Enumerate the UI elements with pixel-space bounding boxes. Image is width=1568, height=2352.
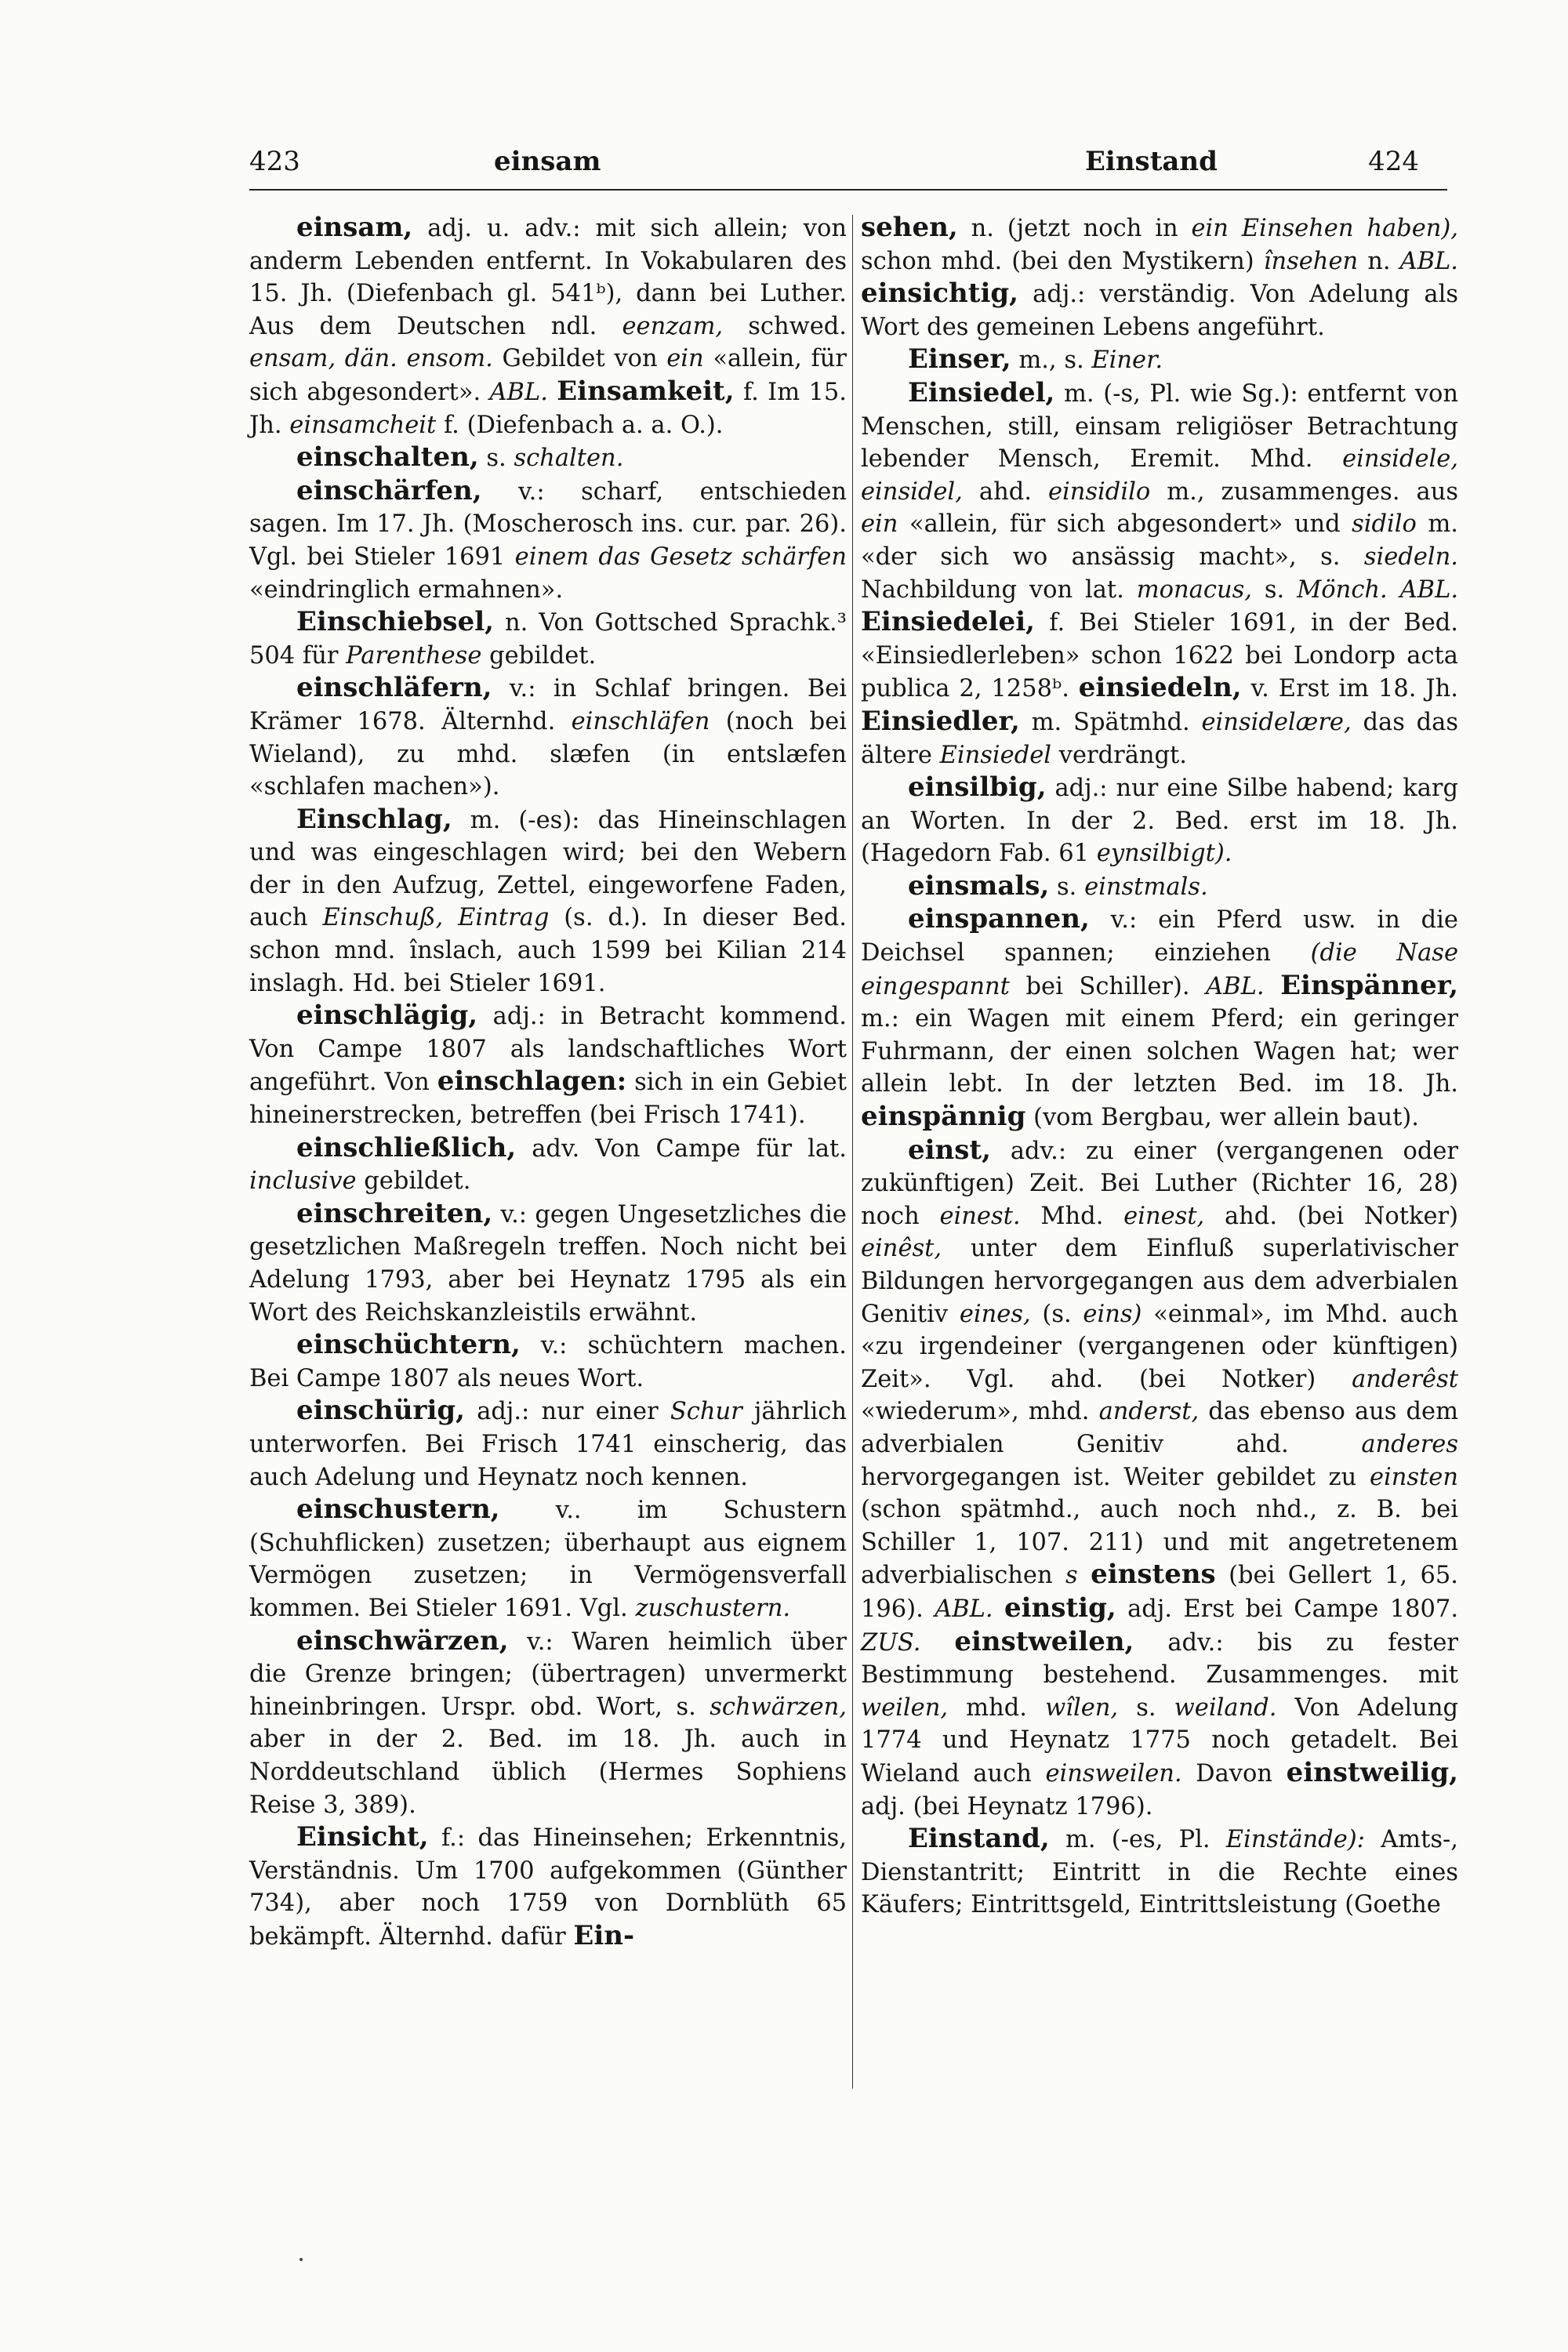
- abl-label: ABL.: [1399, 247, 1458, 275]
- abl-label: ABL.: [1206, 972, 1265, 1000]
- text: Von Adelung 1774 und Heynatz 1775 noch getadelt. Bei Wieland auch: [861, 1693, 1458, 1788]
- entry-einsehen-cont: [861, 212, 1458, 343]
- text: bei Schiller).: [1025, 972, 1190, 1000]
- italic-text: einsweilen.: [1045, 1759, 1182, 1788]
- text: in Betracht kommend. Von Campe 1807 als landschaftliches Wort angeführt. Von: [249, 1003, 847, 1097]
- text: adv.: zu einer (vergangenen oder zukünftigen) Zeit. Bei Luther (Richter 16, 28) noch: [861, 1137, 1458, 1230]
- text: Von Gottsched Sprachk.³ 504 für: [249, 609, 847, 670]
- pos: v.:: [500, 1200, 528, 1229]
- text: das Hineinschlagen und was eingeschlagen wird; bei den Webern der in den Aufzug, Zettel, eingeworfene Faden, auch: [249, 806, 847, 932]
- text: (vom Bergbau, wer allein baut).: [1033, 1104, 1419, 1132]
- text: adj. Erst bei Campe 1807.: [1127, 1595, 1459, 1623]
- italic-text: wîlen,: [1045, 1693, 1119, 1722]
- italic-text: Mönch.: [1297, 575, 1388, 604]
- text: m. (-s, Pl. wie Sg.): entfernt von Menschen, still, einsam religiöser Betrachtung lebender Mensch, Eremit. Mhd.: [861, 379, 1458, 474]
- headword: Einstand,: [908, 1823, 1050, 1855]
- text: f. (Diefenbach a. a. O.).: [443, 411, 724, 439]
- headword: einschwärzen,: [296, 1624, 509, 1657]
- italic-text: einem das Gesetz schärfen: [514, 543, 847, 571]
- italic-text: inclusive: [249, 1167, 357, 1196]
- text: ahd.: [978, 477, 1032, 506]
- text: das ebenso aus dem adverbialen Genitiv ahd.: [861, 1398, 1459, 1458]
- entry-einschaerfen: [249, 475, 847, 606]
- text: im Schustern (Schuhflicken) zusetzen; überhaupt aus eignem Vermögen zusetzen; in Vermögensverfall kommen. Bei Stieler 1691. Vgl.: [249, 1497, 847, 1622]
- zus-label: ZUS.: [861, 1628, 921, 1657]
- italic-text: eenzam,: [622, 312, 724, 340]
- pos: v.:: [540, 1332, 568, 1360]
- text: mit sich allein; von anderm Lebenden entfernt. In Vokabularen des 15. Jh. (Diefenbach gl. 541ᵇ), dann bei Luther. Aus dem Deutschen ndl.: [249, 215, 847, 340]
- text: m., s.: [1018, 347, 1084, 375]
- headword: einsmals,: [908, 869, 1050, 902]
- text: aber in der 2. Bed. im 18. Jh. auch in Norddeutschland üblich (Hermes Sophiens Reise 3, 389).: [249, 1726, 847, 1819]
- headword: einschließlich,: [296, 1131, 517, 1163]
- text: (noch bei Wieland), zu mhd. slæfen (in entslæfen «schlafen machen»).: [249, 707, 847, 801]
- italic-text: einsten: [1369, 1463, 1458, 1491]
- headword: Einschlag,: [296, 803, 452, 835]
- text: sich in ein Gebiet hineinerstrecken, betreffen (bei Frisch 1741).: [249, 1069, 847, 1130]
- pos: s.: [486, 445, 506, 473]
- text: mhd.: [966, 1693, 1027, 1722]
- italic-text: eins): [1083, 1300, 1142, 1328]
- entry-einschuerig: [249, 1395, 847, 1494]
- headword: einsichtig,: [861, 278, 1018, 310]
- text: schwed.: [748, 312, 847, 340]
- italic-text: Schur: [670, 1398, 742, 1426]
- entry-einser: [861, 343, 1458, 377]
- headword: einstweilen,: [954, 1625, 1134, 1657]
- abl-label: ABL.: [1399, 575, 1459, 604]
- text: gegen Ungesetzliches die gesetzlichen Maßregeln treffen. Noch nicht bei Adelung 1793, aber bei Heynatz 1795 als ein Wort des Reichskanzleistils erwähnt.: [249, 1200, 847, 1327]
- italic-text: einêst,: [861, 1235, 942, 1263]
- text: n. (jetzt noch in: [971, 215, 1178, 242]
- text: s.: [1057, 873, 1077, 901]
- italic-text: einsidelære,: [1201, 708, 1352, 736]
- entry-einspannen: [861, 903, 1458, 1134]
- headword: einst,: [908, 1134, 991, 1166]
- left-column: [249, 212, 847, 1953]
- pos: adj.:: [477, 1398, 530, 1426]
- italic-text: s: [1065, 1562, 1078, 1590]
- text: Von Campe für lat.: [595, 1134, 847, 1163]
- text: adj.: nur eine Silbe habend; karg an Worten. In der 2. Bed. erst im 18. Jh. (Hagedorn Fab. 61: [861, 775, 1458, 868]
- text: adj.: verständig. Von Adelung als Wort des gemeinen Lebens angeführt.: [861, 281, 1459, 341]
- text: (s. d.). In dieser Bed. schon mnd. înslach, auch 1599 bei Kilian 214 inslagh. Hd. bei Stieler 1691.: [249, 904, 847, 997]
- headword: einschreiten,: [296, 1197, 493, 1229]
- italic-text: eines,: [959, 1300, 1031, 1328]
- catchword-left: einsam: [494, 146, 601, 177]
- entry-einschlaegig: [249, 1000, 847, 1131]
- text: (schon spätmhd., auch noch nhd., z. B. bei Schiller 1, 107. 211) und mit angetretenem adverbialischen: [861, 1496, 1458, 1590]
- headword: einschürig,: [296, 1395, 465, 1427]
- italic-text: ensam, dän.: [249, 345, 397, 373]
- text: Davon: [1196, 1759, 1273, 1788]
- pos: adj. u. adv.:: [427, 215, 581, 242]
- entry-einsam: [249, 212, 847, 441]
- italic-text: Einsiedel: [939, 741, 1052, 769]
- text: s.: [1264, 575, 1285, 604]
- entry-einschlaefern: [249, 672, 847, 803]
- italic-text: weiland.: [1174, 1693, 1277, 1722]
- pos: v..: [555, 1497, 582, 1525]
- headword-fragment: Ein-: [573, 1919, 635, 1951]
- entry-einschwaerzen: [249, 1625, 847, 1822]
- text: m., zusammenges. aus: [1167, 477, 1458, 506]
- headword: einsam,: [296, 212, 413, 243]
- entry-einschalten: [249, 441, 847, 475]
- text: m. Spätmhd.: [1031, 708, 1190, 736]
- italic-text: sidilo: [1352, 510, 1417, 539]
- text: Waren heimlich über die Grenze bringen; (übertragen) unvermerkt hineinbringen. Urspr. obd. Wort, s.: [249, 1628, 847, 1721]
- italic-text: einschläfen: [571, 707, 710, 735]
- entry-einsiedel: [861, 377, 1458, 771]
- italic-text: schalten.: [514, 445, 624, 473]
- headword: Einsamkeit,: [557, 375, 735, 407]
- text: v. Erst im 18. Jh.: [1250, 675, 1458, 703]
- headword: einstens: [1091, 1559, 1216, 1591]
- pos: v.:: [509, 675, 536, 703]
- text: «allein, für sich abgesondert».: [249, 345, 847, 406]
- running-header: [249, 146, 1419, 187]
- italic-text: anderes: [1361, 1430, 1458, 1458]
- headword: einschläfern,: [296, 672, 492, 704]
- text: nur einer: [541, 1398, 659, 1426]
- entry-einsilbig: [861, 771, 1458, 870]
- italic-text: ein Einsehen haben),: [1191, 215, 1458, 242]
- right-column: [861, 212, 1458, 1922]
- headword: einschlagen:: [437, 1065, 627, 1098]
- text: verdrängt.: [1058, 741, 1188, 769]
- italic-text: ein: [861, 510, 898, 539]
- italic-text: Einstände):: [1225, 1826, 1365, 1854]
- text: unter dem Einfluß superlativischer Bildungen hervorgegangen aus dem adverbialen Genitiv: [861, 1235, 1458, 1328]
- entry-einst: [861, 1134, 1458, 1823]
- entry-einschustern: [249, 1494, 847, 1624]
- headword: Einsiedler,: [861, 705, 1020, 737]
- text: Nachbildung von lat.: [861, 575, 1124, 604]
- headword: Einser,: [908, 343, 1011, 376]
- italic-text: weilen,: [861, 1693, 949, 1722]
- headword: einspannen,: [908, 903, 1090, 935]
- pos: adj.:: [492, 1003, 546, 1031]
- italic-text: eynsilbigt).: [1096, 840, 1232, 868]
- text: gebildet.: [364, 1167, 471, 1196]
- entry-einschlag: [249, 804, 847, 1000]
- text: in Schlaf bringen. Bei Krämer 1678. Älternhd.: [249, 675, 847, 735]
- text: Gebildet von: [502, 345, 658, 373]
- italic-text: Parenthese: [346, 641, 482, 670]
- text: das Hineinsehen; Erkenntnis, Verständnis. Um 1700 aufgekommen (Günther 734), aber noch 1759 von Dornblüth 65 bekämpft. Älternhd. dafür: [249, 1824, 847, 1951]
- page-number-left: 423: [249, 146, 300, 177]
- text: (s.: [1042, 1300, 1072, 1328]
- entry-einschiebsel: [249, 606, 847, 672]
- text: jährlich unterworfen. Bei Frisch 1741 einscherig, das auch Adelung und Heynatz noch kennen.: [249, 1398, 847, 1491]
- text: v.: ein Pferd usw. in die Deichsel spannen; einziehen: [861, 906, 1458, 967]
- pos: v.:: [527, 1628, 554, 1656]
- italic-text: anderst,: [1098, 1398, 1200, 1426]
- text: «wiederum», mhd.: [861, 1398, 1090, 1426]
- text: ahd. (bei Notker): [1224, 1202, 1459, 1230]
- headword: sehen,: [861, 212, 958, 243]
- entry-einschliesslich: [249, 1132, 847, 1198]
- headword: einsiedeln,: [1078, 672, 1242, 704]
- abl-label: ABL.: [935, 1595, 993, 1623]
- headword: Einsicht,: [296, 1821, 429, 1853]
- italic-text: Einschuß, Eintrag: [322, 904, 550, 932]
- text: schüchtern machen. Bei Campe 1807 als neues Wort.: [249, 1332, 847, 1392]
- entry-einsmals: [861, 870, 1458, 904]
- italic-text: einsidele, einsidel,: [861, 445, 1458, 506]
- italic-text: siedeln.: [1363, 543, 1458, 571]
- text: das das ältere: [861, 708, 1458, 769]
- headword: einstig,: [1004, 1592, 1116, 1624]
- headword: einschalten,: [296, 441, 479, 474]
- text: adv.: bis zu fester Bestimmung bestehend. Zusammenges. mit: [861, 1628, 1458, 1690]
- text: gebildet.: [489, 641, 597, 670]
- text: n.: [1367, 247, 1391, 275]
- text: scharf, entschieden sagen. Im 17. Jh. (Moscherosch ins. cur. par. 26). Vgl. bei Stieler 1691: [249, 477, 847, 571]
- text: m. «der sich wo ansässig macht», s.: [861, 510, 1458, 571]
- text: adj. (bei Heynatz 1796).: [861, 1792, 1153, 1820]
- entry-einsicht: [249, 1821, 847, 1953]
- pos: adv.: [532, 1134, 580, 1163]
- text: (bei Gellert 1, 65. 196).: [861, 1562, 1458, 1623]
- italic-text: einsamcheit: [289, 411, 437, 439]
- abl-label: ABL.: [489, 378, 548, 406]
- text: s.: [1136, 1693, 1156, 1722]
- headword: einschärfen,: [296, 474, 482, 506]
- headword: einschlägig,: [296, 1000, 478, 1032]
- text: «einmal», im Mhd. auch «zu irgendeiner (vergangenen oder künftigen) Zeit». Vgl. ahd. (bei Notker): [861, 1300, 1459, 1393]
- text: f. Bei Stieler 1691, in der Bed. «Einsiedlerleben» schon 1622 bei Londorp acta publica 2, 1258ᵇ.: [861, 609, 1458, 703]
- headword: einspännig: [861, 1101, 1026, 1133]
- headword: Einspänner,: [1280, 969, 1458, 1001]
- headword: Einsiedelei,: [861, 606, 1035, 638]
- column-divider: [852, 215, 853, 2089]
- entry-einschuechtern: [249, 1329, 847, 1395]
- italic-text: monacus,: [1136, 575, 1252, 604]
- italic-text: schwärzen,: [710, 1693, 847, 1721]
- pos: v.:: [518, 477, 545, 506]
- italic-text: einest.: [939, 1202, 1021, 1230]
- text: schon mhd. (bei den Mystikern): [861, 247, 1254, 275]
- headword: Einschiebsel,: [296, 606, 494, 638]
- italic-text: einsidilo: [1047, 477, 1151, 506]
- header-rule: [249, 189, 1447, 191]
- text: hervorgegangen ist. Weiter gebildet zu: [861, 1463, 1357, 1491]
- text: «eindringlich ermahnen».: [249, 575, 564, 604]
- pos: n.: [504, 609, 528, 637]
- text: m.: ein Wagen mit einem Pferd; ein geringer Fuhrmann, der einen solchen Wagen hat; wer allein lebt. In der letzten Bed. im 18. Jh.: [861, 1005, 1458, 1098]
- headword: einstweilig,: [1286, 1756, 1458, 1788]
- headword: einsilbig,: [908, 771, 1047, 804]
- italic-text: anderêst: [1352, 1365, 1459, 1393]
- page-number-right: 424: [1368, 146, 1419, 177]
- print-speck: [299, 2258, 303, 2261]
- italic-text: ein: [666, 345, 704, 373]
- text: f. Im 15. Jh.: [249, 378, 847, 439]
- text: m. (-es, Pl.: [1065, 1826, 1210, 1854]
- catchword-right: Einstand: [1085, 146, 1218, 177]
- italic-text: einest,: [1123, 1202, 1205, 1230]
- pos: f.:: [441, 1824, 466, 1853]
- italic-text: Einer.: [1091, 347, 1163, 375]
- italic-text: ensom.: [406, 345, 493, 373]
- italic-text: zuschustern.: [635, 1594, 791, 1622]
- headword: einschustern,: [296, 1494, 500, 1526]
- text: «allein, für sich abgesondert» und: [909, 510, 1341, 539]
- italic-text: însehen: [1263, 247, 1359, 275]
- headword: Einsiedel,: [908, 376, 1055, 408]
- text: Mhd.: [1040, 1202, 1104, 1230]
- italic-text: (die Nase eingespannt: [861, 939, 1458, 1000]
- entry-einschreiten: [249, 1198, 847, 1329]
- headword: einschüchtern,: [296, 1329, 521, 1361]
- text: Amts-, Dienstantritt; Eintritt in die Rechte eines Käufers; Eintrittsgeld, Eintrittsleistung (Goethe: [861, 1826, 1458, 1919]
- entry-einstand: [861, 1823, 1458, 1922]
- pos: m. (-es):: [470, 806, 580, 834]
- italic-text: einstmals.: [1084, 873, 1208, 901]
